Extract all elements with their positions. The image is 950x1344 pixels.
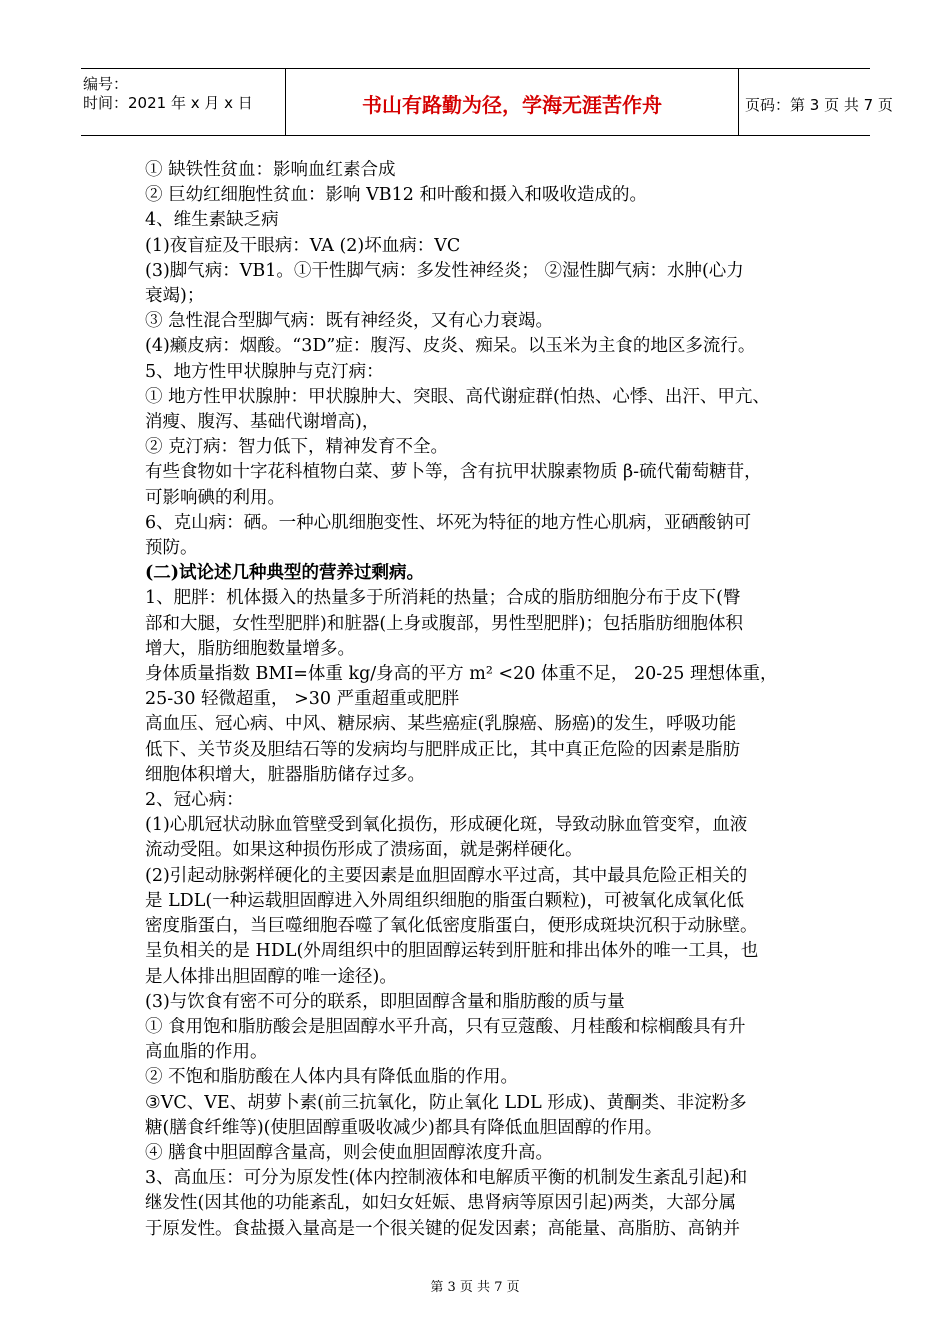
text-line: 是人体排出胆固醇的唯一途径)。	[145, 966, 397, 987]
text-line: (2)引起动脉粥样硬化的主要因素是血胆固醇水平过高，其中最具危险正相关的	[145, 865, 748, 886]
text-line: 部和大腿，女性型肥胖)和脏器(上身或腹部，男性型肥胖)；包括脂肪细胞体积	[145, 613, 743, 634]
text-line: 有些食物如十字花科植物白菜、萝卜等，含有抗甲状腺素物质 β-硫代葡萄糖苷，	[145, 462, 762, 483]
text-line: (3)与饮食有密不可分的联系，即胆固醇含量和脂肪酸的质与量	[145, 991, 625, 1012]
text-line: 细胞体积增大，脏器脂肪储存过多。	[145, 764, 425, 785]
text-line: 低下、关节炎及胆结石等的发病均与肥胖成正比，其中真正危险的因素是脂肪	[145, 739, 740, 760]
header-page-info: 页码：第 3 页 共 7 页	[745, 96, 893, 114]
text-line: 可影响碘的利用。	[145, 487, 285, 508]
text-line: ① 食用饱和脂肪酸会是胆固醇水平升高，只有豆蔻酸、月桂酸和棕榈酸具有升	[145, 1016, 746, 1037]
text-line: 1、肥胖：机体摄入的热量多于所消耗的热量；合成的脂肪细胞分布于皮下(臀	[145, 588, 741, 609]
text-line: 密度脂蛋白，当巨噬细胞吞噬了氧化低密度脂蛋白，便形成斑块沉积于动脉壁。	[145, 916, 758, 937]
text-line: ② 巨幼红细胞性贫血：影响 VB12 和叶酸和摄入和吸收造成的。	[145, 185, 647, 206]
text-line: 继发性(因其他的功能紊乱，如妇女妊娠、患肾病等原因引起)两类，大部分属	[145, 1193, 737, 1214]
text-line: 6、克山病：硒。一种心肌细胞变性、坏死为特征的地方性心肌病，亚硒酸钠可	[145, 512, 752, 533]
text-line: 增大，脂肪细胞数量增多。	[145, 638, 355, 659]
text-line: ① 地方性甲状腺肿：甲状腺肿大、突眼、高代谢症群(怕热、心悸、出汗、甲亢、	[145, 386, 770, 407]
text-line: 2、冠心病：	[145, 790, 244, 811]
document-body	[145, 158, 825, 1242]
page-footer: 第 3 页 共 7 页	[430, 1280, 520, 1295]
text-line: 4、维生素缺乏病	[145, 210, 279, 231]
header-left-cell	[81, 69, 286, 135]
text-line: ① 缺铁性贫血：影响血红素合成	[145, 160, 396, 180]
document-date: 时间：2021 年 x 月 x 日	[83, 94, 253, 112]
text-line: ③VC、VE、胡萝卜素(前三抗氧化，防止氧化 LDL 形成)、黄酮类、非淀粉多	[145, 1092, 747, 1113]
text-line: ③ 急性混合型脚气病：既有神经炎，又有心力衰竭。	[145, 311, 554, 332]
text-line: ② 克汀病：智力低下，精神发育不全。	[145, 437, 449, 458]
text-line: 于原发性。食盐摄入量高是一个很关键的促发因素；高能量、高脂肪、高钠并	[145, 1218, 740, 1239]
header-middle-cell	[286, 69, 739, 135]
text-line: ④ 膳食中胆固醇含量高，则会使血胆固醇浓度升高。	[145, 1142, 554, 1163]
text-line: 25-30 轻微超重， >30 严重超重或肥胖	[145, 689, 460, 710]
text-line: 3、高血压：可分为原发性(体内控制液体和电解质平衡的机制发生紊乱引起)和	[145, 1168, 748, 1189]
text-line: 身体质量指数 BMI=体重 kg/身高的平方 m² <20 体重不足， 20-25 理想体重，	[145, 664, 778, 685]
text-line: (1)夜盲症及干眼病：VA (2)坏血病：VC	[145, 235, 461, 256]
text-line: (3)脚气病：VB1。①干性脚气病：多发性神经炎； ②湿性脚气病：水肿(心力	[145, 260, 744, 281]
text-line: 5、地方性甲状腺肿与克汀病：	[145, 361, 384, 382]
text-line: 衰竭)；	[145, 286, 205, 307]
text-line: ② 不饱和脂肪酸在人体内具有降低血脂的作用。	[145, 1067, 519, 1088]
text-line: 糖(膳食纤维等)(使胆固醇重吸收减少)都具有降低血胆固醇的作用。	[145, 1117, 663, 1138]
text-line: 是 LDL(一种运载胆固醇进入外周组织细胞的脂蛋白颗粒)，可被氧化成氧化低	[145, 890, 744, 911]
text-line: 高血压、冠心病、中风、糖尿病、某些癌症(乳腺癌、肠癌)的发生，呼吸功能	[145, 714, 737, 735]
text-line: (1)心肌冠状动脉血管壁受到氧化损伤，形成硬化斑，导致动脉血管变窄，血液	[145, 815, 748, 836]
text-line: 流动受阻。如果这种损伤形成了溃疡面，就是粥样硬化。	[145, 840, 583, 861]
section-heading: (二)试论述几种典型的营养过剩病。	[145, 563, 425, 584]
page-header	[81, 68, 893, 136]
text-line: (4)癞皮病：烟酸。“3D”症：腹泻、皮炎、痴呆。以玉米为主食的地区多流行。	[145, 336, 756, 357]
header-motto: 书山有路勤为径，学海无涯苦作舟	[362, 93, 662, 117]
header-right-cell	[739, 69, 893, 135]
document-number-label: 编号：	[83, 75, 129, 93]
text-line: 高血脂的作用。	[145, 1042, 268, 1063]
text-line: 预防。	[145, 538, 198, 559]
text-line: 呈负相关的是 HDL(外周组织中的胆固醇运转到肝脏和排出体外的唯一工具，也	[145, 941, 759, 962]
text-line: 消瘦、腹泻、基础代谢增高)，	[145, 412, 380, 433]
